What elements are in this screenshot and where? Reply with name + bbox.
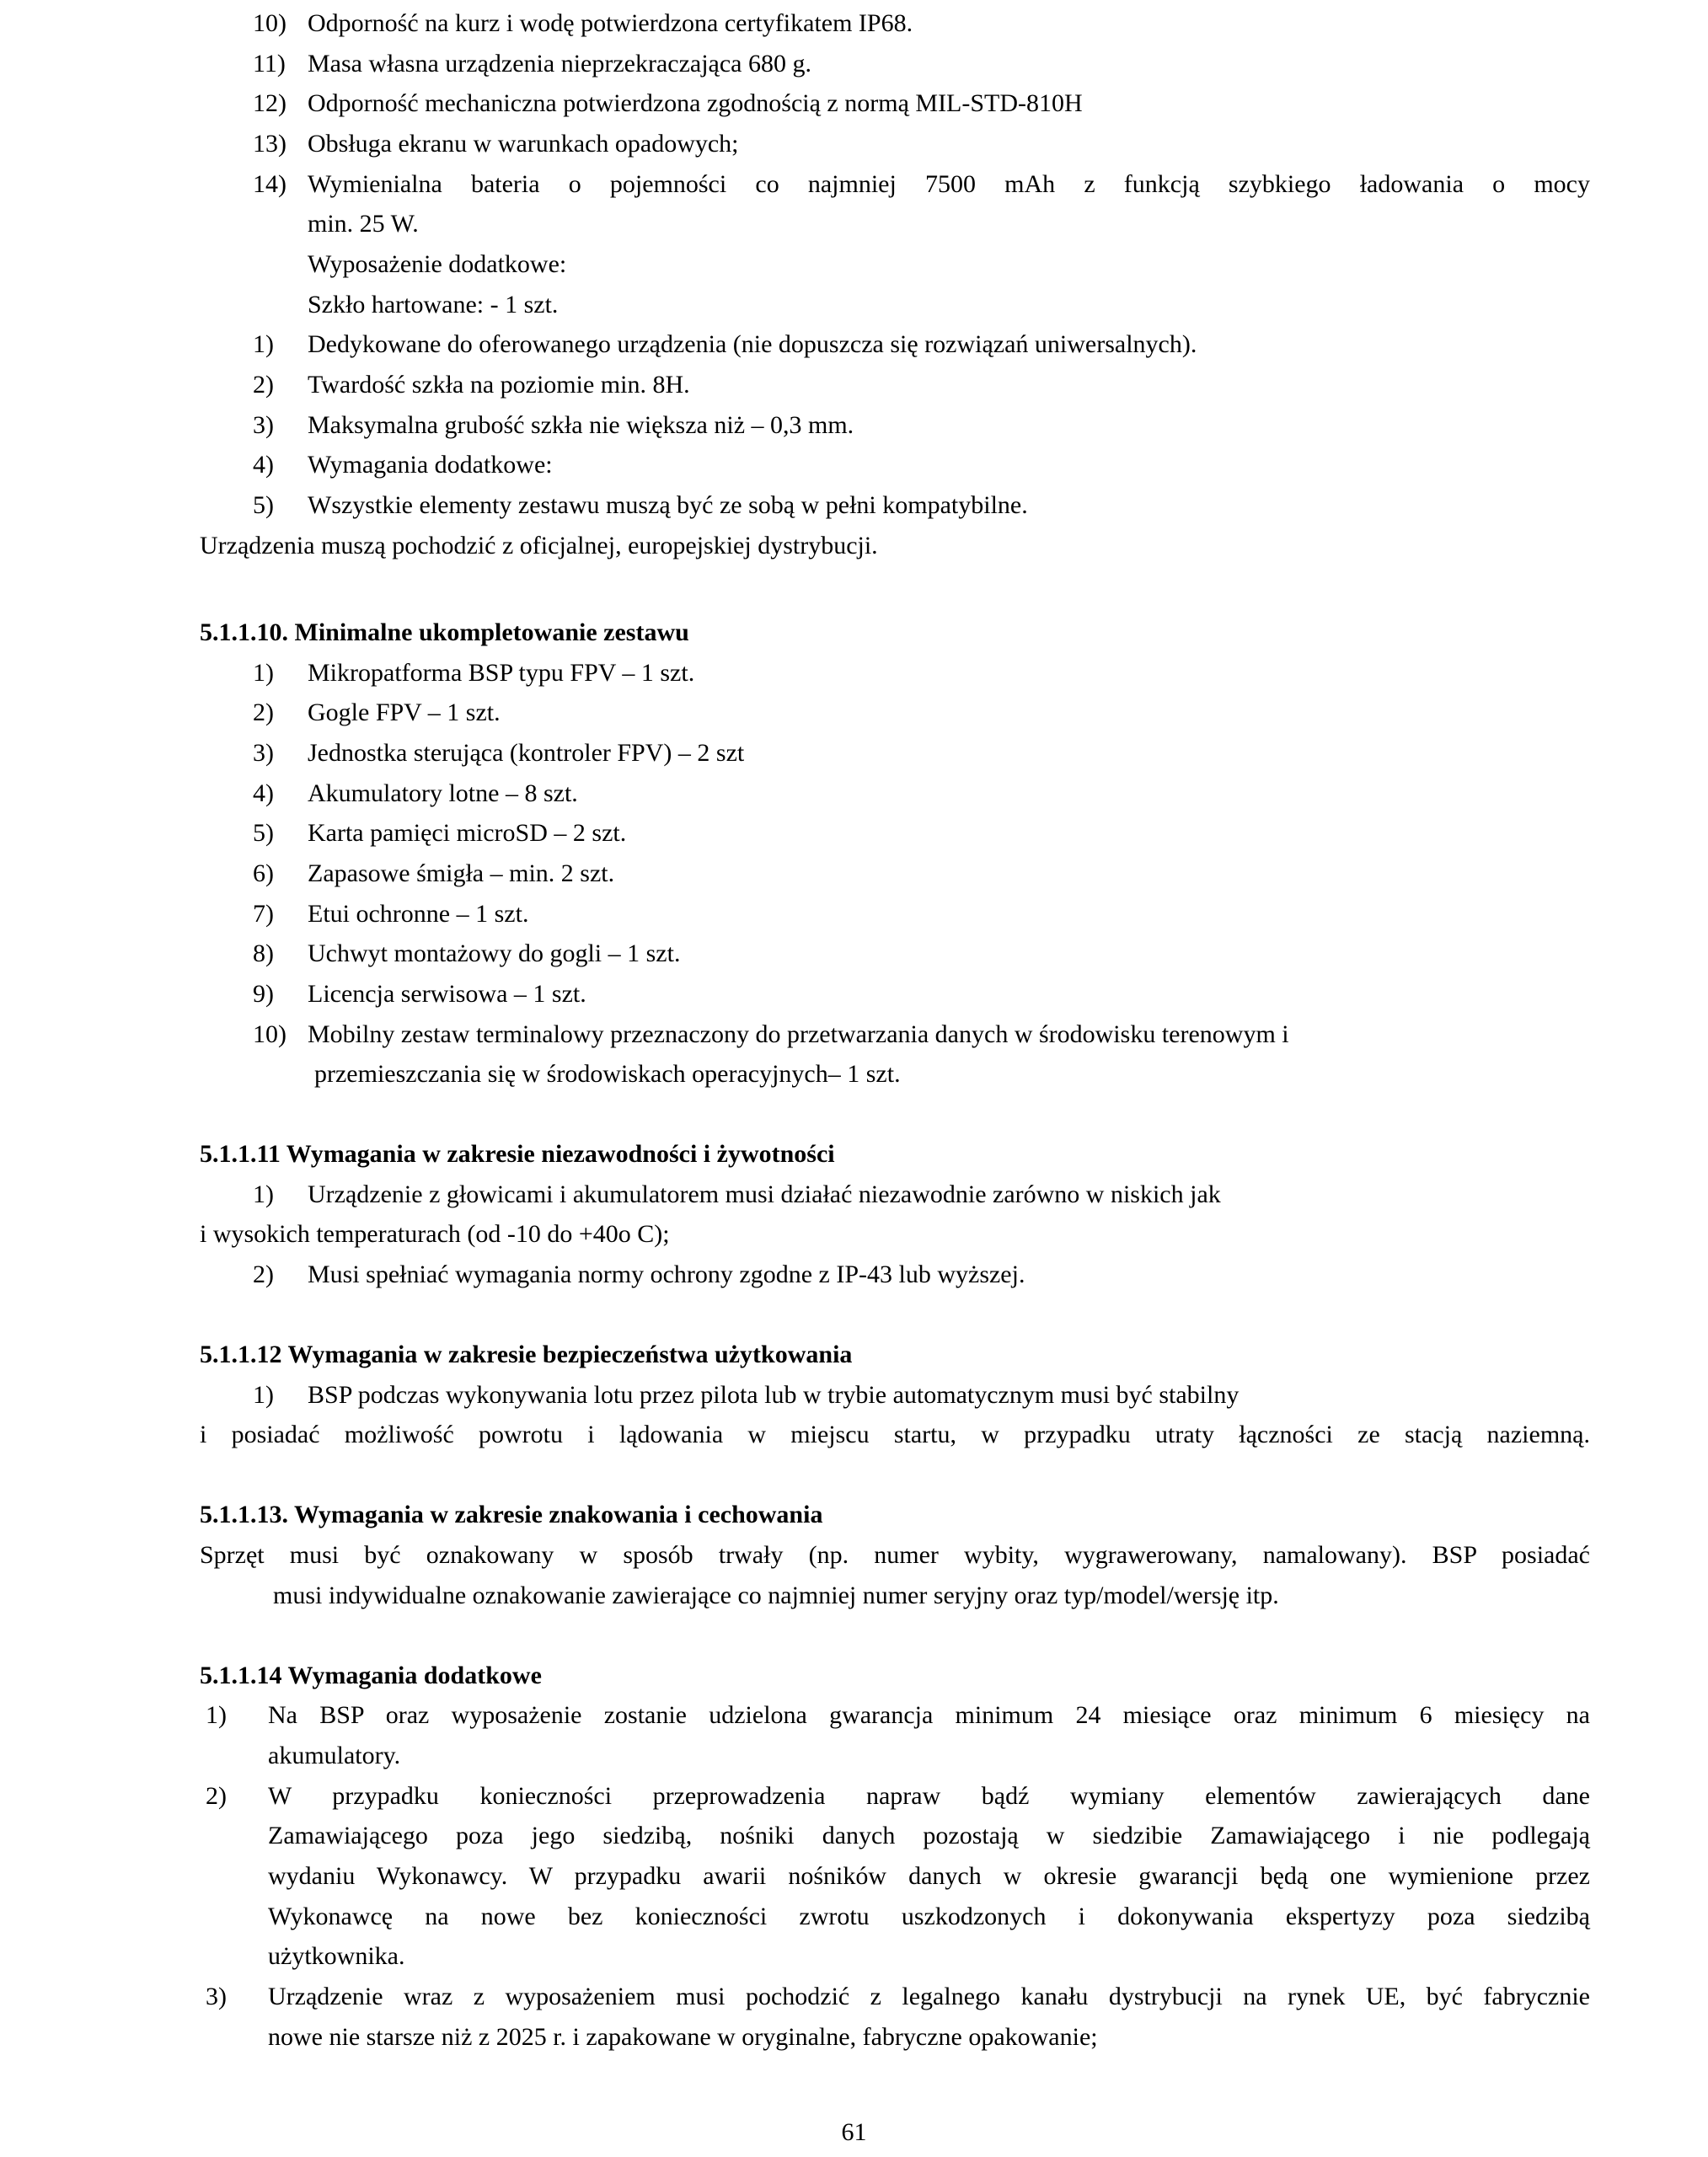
list-text: Zamawiającego poza jego siedzibą, nośniki danych pozostają w siedzibie Zamawiającego i nie podlegają xyxy=(268,1822,1590,1849)
list-number: 14) xyxy=(253,170,286,198)
list-text: nowe nie starsze niż z 2025 r. i zapakowane w oryginalne, fabryczne opakowanie; xyxy=(268,2023,1098,2051)
list-text: Mikropatforma BSP typu FPV – 1 szt. xyxy=(308,659,695,687)
list-item-continuation xyxy=(200,1415,1590,1455)
list-number: 7) xyxy=(253,900,274,928)
list-number: 1) xyxy=(253,1180,274,1208)
list-item xyxy=(200,1375,1590,1416)
list-number: 3) xyxy=(253,739,274,767)
list-number: 1) xyxy=(253,1381,274,1409)
list-text: BSP podczas wykonywania lotu przez pilota lub w trybie automatycznym musi być stabilny xyxy=(308,1381,1240,1409)
list-text: Urządzenie z głowicami i akumulatorem musi działać niezawodnie zarówno w niskich jak xyxy=(308,1180,1221,1208)
list-text: i wysokich temperaturach (od -10 do +40o C); xyxy=(200,1220,670,1248)
list-number: 13) xyxy=(253,130,286,158)
list-number: 10) xyxy=(253,9,286,37)
list-item xyxy=(200,693,1590,733)
list-number: 5) xyxy=(253,491,274,519)
list-number: 9) xyxy=(253,980,274,1008)
list-item xyxy=(200,1014,1590,1055)
list-item xyxy=(200,934,1590,974)
section-heading-5-1-1-13: 5.1.1.13. Wymagania w zakresie znakowania i cechowania xyxy=(200,1501,823,1528)
list-text: Urządzenie wraz z wyposażeniem musi pochodzić z legalnego kanału dystrybucji na rynek UE, być fabrycznie xyxy=(268,1983,1590,2010)
list-item-continuation xyxy=(200,1816,1590,1856)
list-text: Wymagania dodatkowe: xyxy=(308,451,553,479)
list-text: Etui ochronne – 1 szt. xyxy=(308,900,529,928)
list-number: 8) xyxy=(253,939,274,967)
extras-label: Wyposażenie dodatkowe: xyxy=(308,250,567,278)
list-number: 1) xyxy=(253,330,274,358)
list-number: 12) xyxy=(253,89,286,117)
list-item-continuation xyxy=(200,1214,1590,1255)
paragraph-line xyxy=(200,526,1590,566)
list-number: 3) xyxy=(253,411,274,439)
list-number: 2) xyxy=(206,1782,227,1810)
list-text: Gogle FPV – 1 szt. xyxy=(308,698,501,726)
list-text: Mobilny zestaw terminalowy przeznaczony do przetwarzania danych w środowisku terenowym i xyxy=(308,1020,1289,1048)
paragraph-line: Sprzęt musi być oznakowany w sposób trwały (np. numer wybity, wygrawerowany, namalowany). BSP posiadać xyxy=(200,1541,1590,1569)
list-text: Wykonawcę na nowe bez konieczności zwrotu uszkodzonych i dokonywania ekspertyzy poza siedzibą xyxy=(268,1903,1590,1930)
list-text: Jednostka sterująca (kontroler FPV) – 2 szt xyxy=(308,739,745,767)
list-number: 11) xyxy=(253,50,286,78)
list-item xyxy=(200,445,1590,485)
list-text: Uchwyt montażowy do gogli – 1 szt. xyxy=(308,939,681,967)
list-text: Masa własna urządzenia nieprzekraczająca 680 g. xyxy=(308,50,811,78)
list-number: 1) xyxy=(206,1701,227,1729)
page-number: 61 xyxy=(841,2118,867,2146)
paragraph-line xyxy=(200,285,1590,325)
list-item xyxy=(200,733,1590,773)
list-number: 5) xyxy=(253,819,274,847)
list-item xyxy=(200,1695,1590,1736)
closing-text: Urządzenia muszą pochodzić z oficjalnej, europejskiej dystrybucji. xyxy=(200,532,878,559)
list-text: Maksymalna grubość szkła nie większa niż – 0,3 mm. xyxy=(308,411,854,439)
list-text: wydaniu Wykonawcy. W przypadku awarii nośników danych w okresie gwarancji będą one wymienione przez xyxy=(268,1862,1590,1890)
list-item xyxy=(200,1776,1590,1817)
list-item xyxy=(200,124,1590,164)
list-item xyxy=(200,1977,1590,2017)
list-number: 2) xyxy=(253,1260,274,1288)
list-item xyxy=(200,324,1590,365)
list-item-continuation xyxy=(200,1936,1590,1977)
list-item-continuation xyxy=(200,204,1590,244)
list-number: 1) xyxy=(253,659,274,687)
paragraph-line xyxy=(200,244,1590,285)
list-text: przemieszczania się w środowiskach operacyjnych– 1 szt. xyxy=(314,1060,901,1088)
list-item-continuation xyxy=(200,2017,1590,2058)
list-item xyxy=(200,405,1590,446)
list-item-continuation xyxy=(200,1054,1590,1095)
list-item xyxy=(200,894,1590,934)
list-text: Odporność na kurz i wodę potwierdzona certyfikatem IP68. xyxy=(308,9,913,37)
list-text: Zapasowe śmigła – min. 2 szt. xyxy=(308,859,615,887)
list-item xyxy=(200,813,1590,854)
list-item xyxy=(200,485,1590,526)
list-text: użytkownika. xyxy=(268,1942,405,1970)
list-number: 4) xyxy=(253,779,274,807)
list-text: min. 25 W. xyxy=(308,210,419,238)
list-text: Karta pamięci microSD – 2 szt. xyxy=(308,819,627,847)
section-heading-5-1-1-14: 5.1.1.14 Wymagania dodatkowe xyxy=(200,1662,542,1689)
list-item-continuation xyxy=(200,1736,1590,1776)
list-text: Twardość szkła na poziomie min. 8H. xyxy=(308,371,690,399)
list-text: Obsługa ekranu w warunkach opadowych; xyxy=(308,130,739,158)
list-item xyxy=(200,3,1590,44)
list-text: Odporność mechaniczna potwierdzona zgodnością z normą MIL-STD-810H xyxy=(308,89,1083,117)
list-text: W przypadku konieczności przeprowadzenia napraw bądź wymiany elementów zawierających dane xyxy=(268,1782,1590,1810)
list-number: 2) xyxy=(253,698,274,726)
list-item xyxy=(200,44,1590,84)
list-text: i posiadać możliwość powrotu i lądowania w miejscu startu, w przypadku utraty łączności ze stacją naziemną. xyxy=(200,1421,1590,1448)
list-text: Dedykowane do oferowanego urządzenia (nie dopuszcza się rozwiązań uniwersalnych). xyxy=(308,330,1197,358)
list-item xyxy=(200,773,1590,814)
list-number: 10) xyxy=(253,1020,286,1048)
list-item xyxy=(200,83,1590,124)
list-text: Na BSP oraz wyposażenie zostanie udzielona gwarancja minimum 24 miesiące oraz minimum 6 miesięcy na xyxy=(268,1701,1590,1729)
list-item xyxy=(200,974,1590,1014)
list-text: Wszystkie elementy zestawu muszą być ze sobą w pełni kompatybilne. xyxy=(308,491,1028,519)
glass-label: Szkło hartowane: - 1 szt. xyxy=(308,291,559,318)
list-item xyxy=(200,365,1590,405)
list-item xyxy=(200,653,1590,693)
list-number: 2) xyxy=(253,371,274,399)
section-heading-5-1-1-12: 5.1.1.12 Wymagania w zakresie bezpieczeństwa użytkowania xyxy=(200,1341,853,1368)
list-text: Musi spełniać wymagania normy ochrony zgodne z IP-43 lub wyższej. xyxy=(308,1260,1025,1288)
list-item xyxy=(200,164,1590,205)
list-text: Wymienialna bateria o pojemności co najmniej 7500 mAh z funkcją szybkiego ładowania o mocy xyxy=(308,170,1590,198)
paragraph-line: musi indywidualne oznakowanie zawierające co najmniej numer seryjny oraz typ/model/wersję itp. xyxy=(273,1582,1279,1609)
list-item xyxy=(200,1255,1590,1295)
list-number: 4) xyxy=(253,451,274,479)
list-number: 3) xyxy=(206,1983,227,2010)
list-item xyxy=(200,854,1590,894)
list-text: akumulatory. xyxy=(268,1742,401,1769)
section-heading-5-1-1-10: 5.1.1.10. Minimalne ukompletowanie zestawu xyxy=(200,618,689,646)
list-number: 6) xyxy=(253,859,274,887)
list-text: Akumulatory lotne – 8 szt. xyxy=(308,779,578,807)
list-item xyxy=(200,1175,1590,1215)
section-heading-5-1-1-11: 5.1.1.11 Wymagania w zakresie niezawodności i żywotności xyxy=(200,1140,835,1168)
list-item-continuation xyxy=(200,1856,1590,1897)
list-text: Licencja serwisowa – 1 szt. xyxy=(308,980,586,1008)
list-item-continuation xyxy=(200,1897,1590,1937)
